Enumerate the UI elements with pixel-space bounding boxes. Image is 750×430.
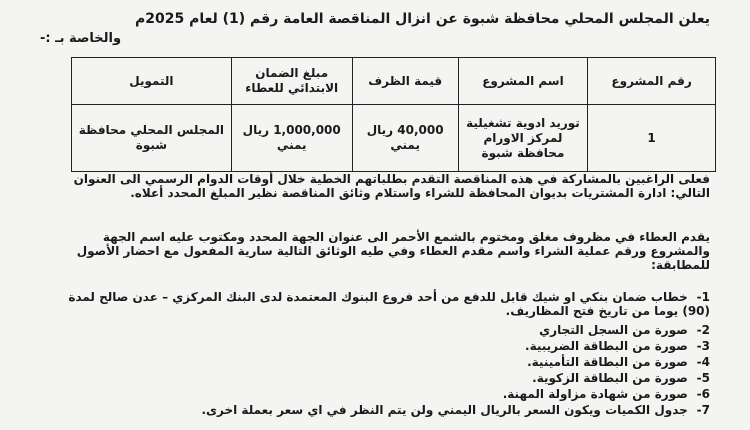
requirements-list — [40, 290, 710, 419]
item-text: جدول الكميات ويكون السعر بالريال اليمني ولن يتم النظر في اي سعر بعملة اخرى. — [201, 403, 688, 417]
table-row — [72, 105, 716, 172]
header-project-number: رقم المشروع — [588, 58, 716, 105]
list-item — [40, 339, 710, 353]
item-text: صورة من شهادة مزاولة المهنة. — [502, 387, 688, 401]
header-initial-guarantee: مبلغ الضمان الابتدائي للعطاء — [231, 58, 352, 105]
item-number: 1- — [696, 290, 710, 304]
item-number: 7- — [696, 403, 710, 417]
list-item — [40, 355, 710, 369]
item-number: 2- — [696, 323, 710, 337]
cell-project-number: 1 — [588, 105, 716, 172]
announcement-heading: يعلن المجلس المحلي محافظة شبوة عن انزال المناقصة العامة رقم (1) لعام 2025م — [134, 11, 710, 27]
item-number: 4- — [696, 355, 710, 369]
item-text: صورة من البطاقة التأمينية. — [527, 355, 688, 369]
list-item — [40, 403, 710, 417]
header-envelope-value: قيمة الظرف — [352, 58, 458, 105]
submission-paragraph: يقدم العطاء في مظروف مغلق ومختوم بالشمع الأحمر الى عنوان الجهة المحدد ومكتوب عليه اسم الجهة والمشروع ورقم عملية الشراء واسم مقدم العطاء وفي طيه الوثائق التالية سارية المفعول مع احضار الأصول للمطابقة: — [76, 230, 710, 272]
cell-project-name: توريد ادوية تشغيلية لمركز الاورام محافظة شبوة — [458, 105, 588, 172]
item-number: 5- — [696, 371, 710, 385]
cell-envelope-value: 40,000 ريال يمني — [352, 105, 458, 172]
table-header-row — [72, 58, 716, 105]
list-item — [40, 323, 710, 337]
announcement-subheading: والخاصة بـ :- — [40, 31, 122, 46]
item-text: صورة من البطاقة الضريبية. — [525, 339, 688, 353]
item-text: صورة من البطاقة الزكوية. — [532, 371, 688, 385]
item-number: 6- — [696, 387, 710, 401]
header-project-name: اسم المشروع — [458, 58, 588, 105]
list-item — [40, 290, 710, 318]
item-text: خطاب ضمان بنكي او شيك قابل للدفع من أحد فروع البنوك المعتمدة لدى البنك المركزي – عدن صالح لمدة (90) يوما من تاريخ فتح المظاريف. — [68, 290, 710, 318]
item-text: صورة من السجل التجاري — [539, 323, 688, 337]
item-number: 3- — [696, 339, 710, 353]
participation-paragraph: فعلى الراغبين بالمشاركة في هذه المناقصة التقدم بطلباتهم الخطية خلال أوقات الدوام الرسمي الى العنوان التالي: ادارة المشتريات بديوان المحافظة للشراء واستلام وثائق المناقصة نظير المبلغ المحدد أعلاه. — [73, 172, 710, 200]
list-item — [40, 371, 710, 385]
header-funding: التمويل — [72, 58, 232, 105]
list-item — [40, 387, 710, 401]
tender-table — [71, 57, 716, 172]
cell-funding: المجلس المحلي محافظة شبوة — [72, 105, 232, 172]
cell-initial-guarantee: 1,000,000 ريال يمني — [231, 105, 352, 172]
